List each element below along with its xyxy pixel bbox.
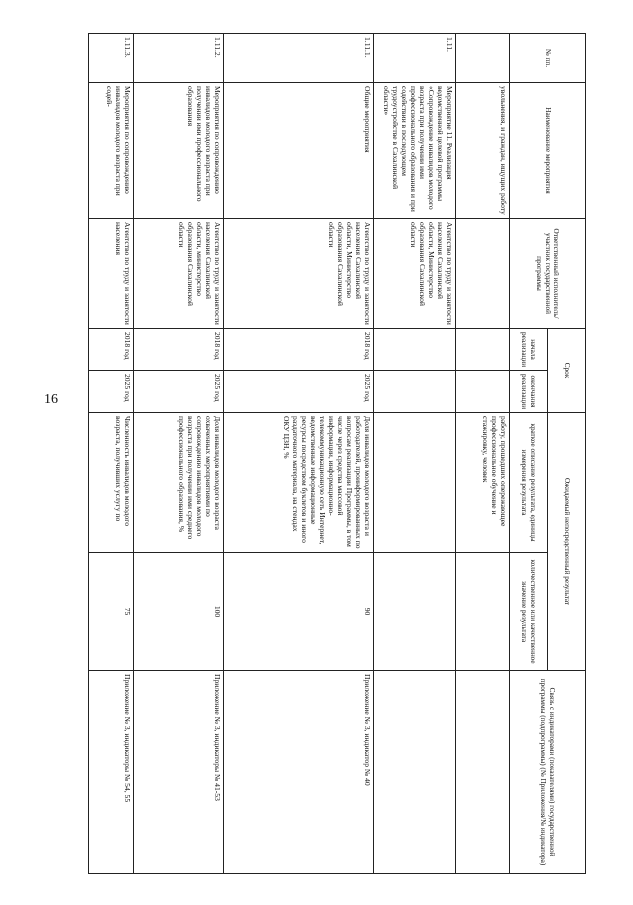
cell-end xyxy=(374,371,456,413)
cell-link: Приложение № 3, индикаторы № 54, 55 xyxy=(89,671,134,874)
header-name: Наименование мероприятия xyxy=(510,83,586,219)
rotated-table-wrapper xyxy=(89,33,586,873)
cell-responsible: Агентство по труду и занятости населения Сахалинской области, Министерство образования Сахалинской области xyxy=(224,219,374,329)
cell-name: Мероприятия по сопровождению инвалидов молодого возраста при получении ими профессионального образования xyxy=(134,83,224,219)
cell-end: 2025 год xyxy=(89,371,134,413)
page-number: 16 xyxy=(44,392,58,407)
cell-start: 2018 год xyxy=(224,329,374,371)
cell-end: 2025 год xyxy=(134,371,224,413)
cell-value xyxy=(374,553,456,671)
header-term-start: начала реализации xyxy=(510,329,548,371)
cell-link xyxy=(374,671,456,874)
cell-desc: Доля инвалидов молодого возраста и работодателей, проинформированных по вопросам реализации Программы, в том числе через средства массовой информации, информационно-телекоммуникационную сеть Интернет, ведомственные информационные ресурсы посредством буклетов и иного раздаточного материала, на стендах ОКУ ЦЗН, % xyxy=(224,413,374,553)
cell-responsible: Агентство по труду и занятости населения Сахалинской области, Министерство образования Сахалинской области xyxy=(374,219,456,329)
cell-desc xyxy=(374,413,456,553)
cell-value: 75 xyxy=(89,553,134,671)
cell-name: Мероприятие 11. Реализация ведомственной целевой программы «Сопровождение инвалидов молодого возраста при получении ими профессионального образования и при содействии в последующем трудоустройстве в Сахалинской области» xyxy=(374,83,456,219)
header-result-value: количественное или качественное значение результата xyxy=(510,553,548,671)
cell-link: Приложение № 3, индикаторы № 41-53 xyxy=(134,671,224,874)
cell-value xyxy=(456,553,510,671)
cell-name: увольнения, и граждан, ищущих работу xyxy=(456,83,510,219)
cell-desc: Численность инвалидов молодого возраста, получивших услугу по xyxy=(89,413,134,553)
table-row xyxy=(224,34,374,874)
header-result-desc: краткое описание результата, единицы измерения результата xyxy=(510,413,548,553)
cell-start xyxy=(374,329,456,371)
cell-start: 2018 год xyxy=(134,329,224,371)
header-row-1 xyxy=(548,34,586,874)
table-row xyxy=(134,34,224,874)
cell-end xyxy=(456,371,510,413)
header-responsible: Ответственный исполнитель/участник государственной программы xyxy=(510,219,586,329)
cell-responsible: Агентство по труду и занятости населения Сахалинской области, министерство образования Сахалинской области xyxy=(134,219,224,329)
cell-link: Приложение № 3, индикатор № 40 xyxy=(224,671,374,874)
header-num: № пп. xyxy=(510,34,586,83)
cell-num: 1.11.2. xyxy=(134,34,224,83)
header-term: Срок xyxy=(548,329,586,413)
cell-start: 2018 год xyxy=(89,329,134,371)
cell-value: 100 xyxy=(134,553,224,671)
cell-responsible: Агентство по труду и занятости населения xyxy=(89,219,134,329)
header-term-end: окончания реализации xyxy=(510,371,548,413)
table-row xyxy=(456,34,510,874)
header-result: Ожидаемый непосредственный результат xyxy=(548,413,586,671)
cell-name: Общие мероприятия xyxy=(224,83,374,219)
cell-responsible xyxy=(456,219,510,329)
cell-num: 1.11.3. xyxy=(89,34,134,83)
cell-num: 1.11.1. xyxy=(224,34,374,83)
header-link: Связь с индикаторами (показателями) государственной программы (подпрограммы) (№ Приложения/№ индикатора) xyxy=(510,671,586,874)
measures-table xyxy=(88,33,586,874)
cell-start xyxy=(456,329,510,371)
cell-num: 1.11. xyxy=(374,34,456,83)
cell-name: Мероприятия по сопровождению инвалидов молодого возраста при содей- xyxy=(89,83,134,219)
table-row xyxy=(89,34,134,874)
cell-value: 90 xyxy=(224,553,374,671)
cell-num xyxy=(456,34,510,83)
cell-desc: Доля инвалидов молодого возраста охваченных мероприятиями по сопровождению инвалидов молодого возраста при получении ими среднего профессионального образования, % xyxy=(134,413,224,553)
cell-link xyxy=(456,671,510,874)
table-row xyxy=(374,34,456,874)
cell-end: 2025 год xyxy=(224,371,374,413)
cell-desc: работу, прошедших опережающее профессиональное обучение и стажировку, человек xyxy=(456,413,510,553)
